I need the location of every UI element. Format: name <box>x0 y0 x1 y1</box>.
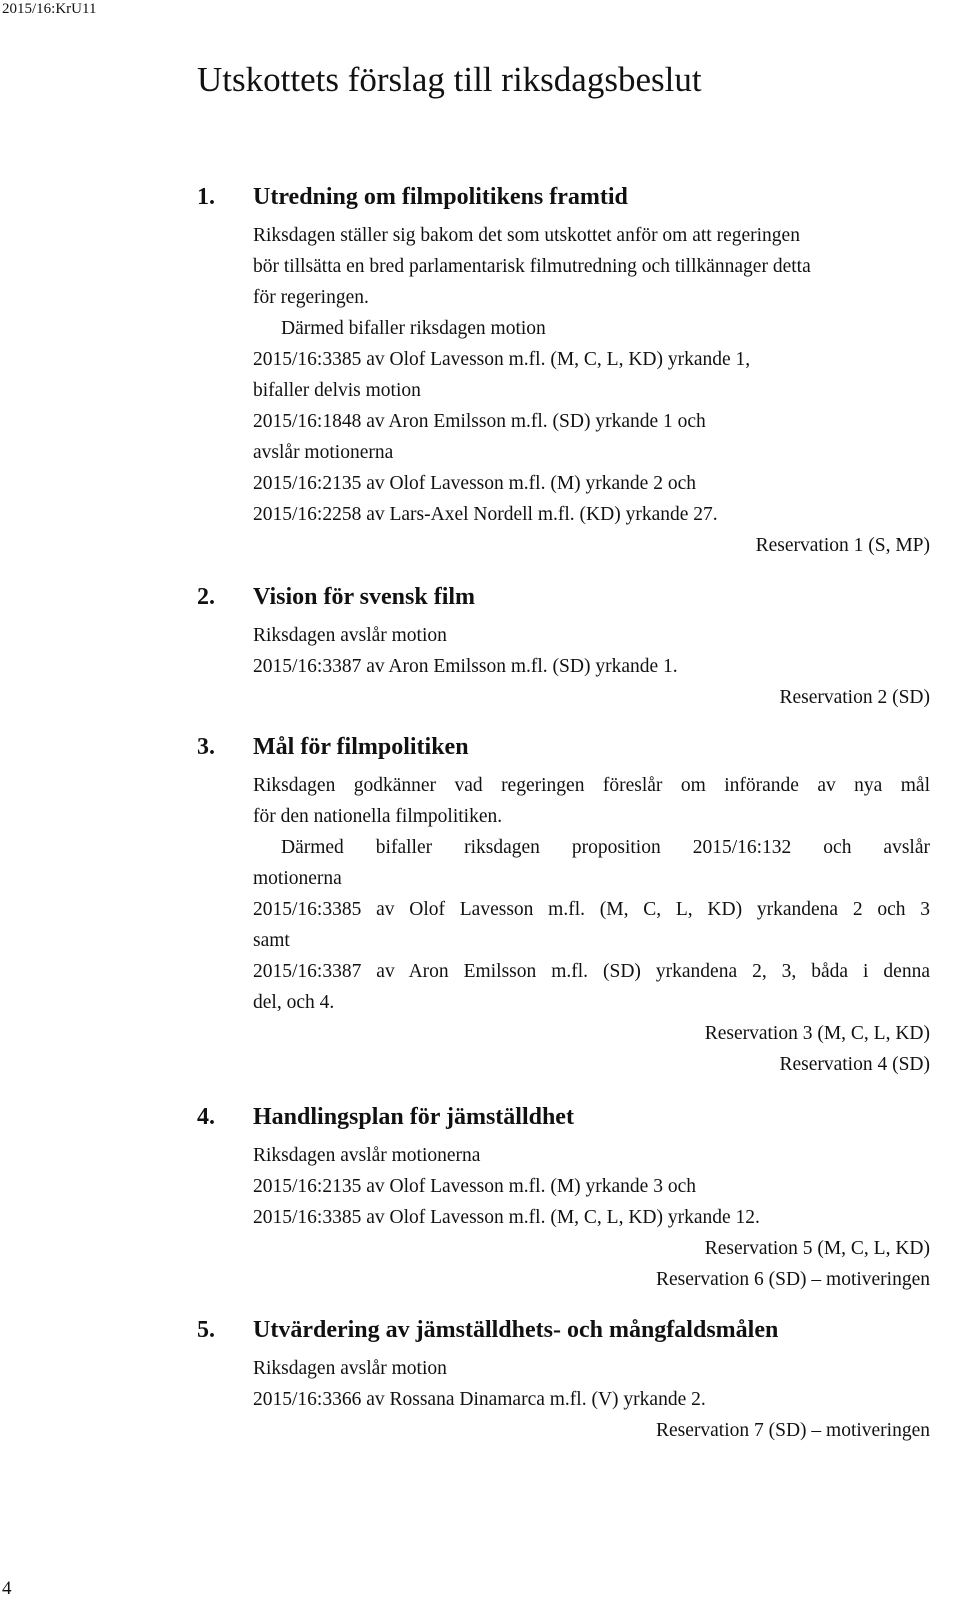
item-number: 1. <box>197 184 215 210</box>
body-line: för den nationella filmpolitiken. <box>253 806 503 827</box>
decision-line: samt <box>253 930 290 951</box>
motion-line: 2015/16:3385 av Olof Lavesson m.fl. (M, C, L, KD) yrkande 1, <box>253 349 751 370</box>
item-heading <box>197 1317 930 1353</box>
item-number: 3. <box>197 734 215 760</box>
decision-line: motionerna <box>253 868 342 889</box>
motion-line: 2015/16:3385 av Olof Lavesson m.fl. (M, C, L, KD) yrkandena 2 och 3 <box>253 899 930 920</box>
proposal-item-4 <box>197 1104 930 1295</box>
item-title: Utredning om filmpolitikens framtid <box>253 184 628 210</box>
motion-line: 2015/16:1848 av Aron Emilsson m.fl. (SD) yrkande 1 och <box>253 411 706 432</box>
decision-line: bifaller delvis motion <box>253 380 421 401</box>
proposal-item-1 <box>197 184 930 561</box>
item-number: 2. <box>197 584 215 610</box>
item-heading <box>197 1104 930 1140</box>
motion-line: 2015/16:3387 av Aron Emilsson m.fl. (SD) yrkandena 2, 3, båda i denna <box>253 961 930 982</box>
reservation-note: Reservation 4 (SD) <box>779 1054 930 1075</box>
item-body <box>253 1140 930 1295</box>
motion-line: 2015/16:3387 av Aron Emilsson m.fl. (SD) yrkande 1. <box>253 656 678 677</box>
proposal-item-5 <box>197 1317 930 1446</box>
item-title: Mål för filmpolitiken <box>253 734 469 760</box>
reservation-note: Reservation 2 (SD) <box>779 687 930 708</box>
item-number: 5. <box>197 1317 215 1343</box>
motion-line: 2015/16:2258 av Lars-Axel Nordell m.fl. (KD) yrkande 27. <box>253 504 718 525</box>
item-body <box>253 1353 930 1446</box>
reservation-note: Reservation 5 (M, C, L, KD) <box>704 1238 930 1259</box>
reservation-note: Reservation 7 (SD) – motiveringen <box>655 1420 930 1441</box>
proposal-item-3 <box>197 734 930 1080</box>
page-title: Utskottets förslag till riksdagsbeslut <box>197 60 702 99</box>
item-heading <box>197 584 930 620</box>
reservation-note: Reservation 6 (SD) – motiveringen <box>655 1269 930 1290</box>
item-body <box>253 770 930 1080</box>
decision-line: avslår motionerna <box>253 442 394 463</box>
item-title: Vision för svensk film <box>253 584 476 610</box>
motion-line: del, och 4. <box>253 992 335 1013</box>
page-number: 4 <box>2 1578 12 1599</box>
item-heading <box>197 734 930 770</box>
proposal-item-2 <box>197 584 930 713</box>
decision-line: Därmed bifaller riksdagen motion <box>281 318 546 339</box>
reservation-note: Reservation 3 (M, C, L, KD) <box>704 1023 930 1044</box>
item-body <box>253 620 930 713</box>
body-line: bör tillsätta en bred parlamentarisk filmutredning och tillkännager detta <box>253 256 811 277</box>
item-body <box>253 220 930 561</box>
motion-line: 2015/16:2135 av Olof Lavesson m.fl. (M) yrkande 3 och <box>253 1176 696 1197</box>
body-line: Riksdagen ställer sig bakom det som utskottet anför om att regeringen <box>253 225 800 246</box>
item-number: 4. <box>197 1104 215 1130</box>
motion-line: 2015/16:2135 av Olof Lavesson m.fl. (M) yrkande 2 och <box>253 473 696 494</box>
body-line: för regeringen. <box>253 287 369 308</box>
body-line: Riksdagen avslår motion <box>253 1358 447 1379</box>
body-line: Riksdagen godkänner vad regeringen föreslår om införande av nya mål <box>253 775 930 796</box>
body-line: Riksdagen avslår motionerna <box>253 1145 481 1166</box>
reservation-note: Reservation 1 (S, MP) <box>755 535 930 556</box>
decision-line: Därmed bifaller riksdagen proposition 2015/16:132 och avslår <box>281 837 930 858</box>
body-line: Riksdagen avslår motion <box>253 625 447 646</box>
item-heading <box>197 184 930 220</box>
item-title: Handlingsplan för jämställdhet <box>253 1104 574 1130</box>
document-id: 2015/16:KrU11 <box>2 1 97 17</box>
motion-line: 2015/16:3385 av Olof Lavesson m.fl. (M, C, L, KD) yrkande 12. <box>253 1207 760 1228</box>
motion-line: 2015/16:3366 av Rossana Dinamarca m.fl. (V) yrkande 2. <box>253 1389 706 1410</box>
item-title: Utvärdering av jämställdhets- och mångfaldsmålen <box>253 1317 779 1343</box>
